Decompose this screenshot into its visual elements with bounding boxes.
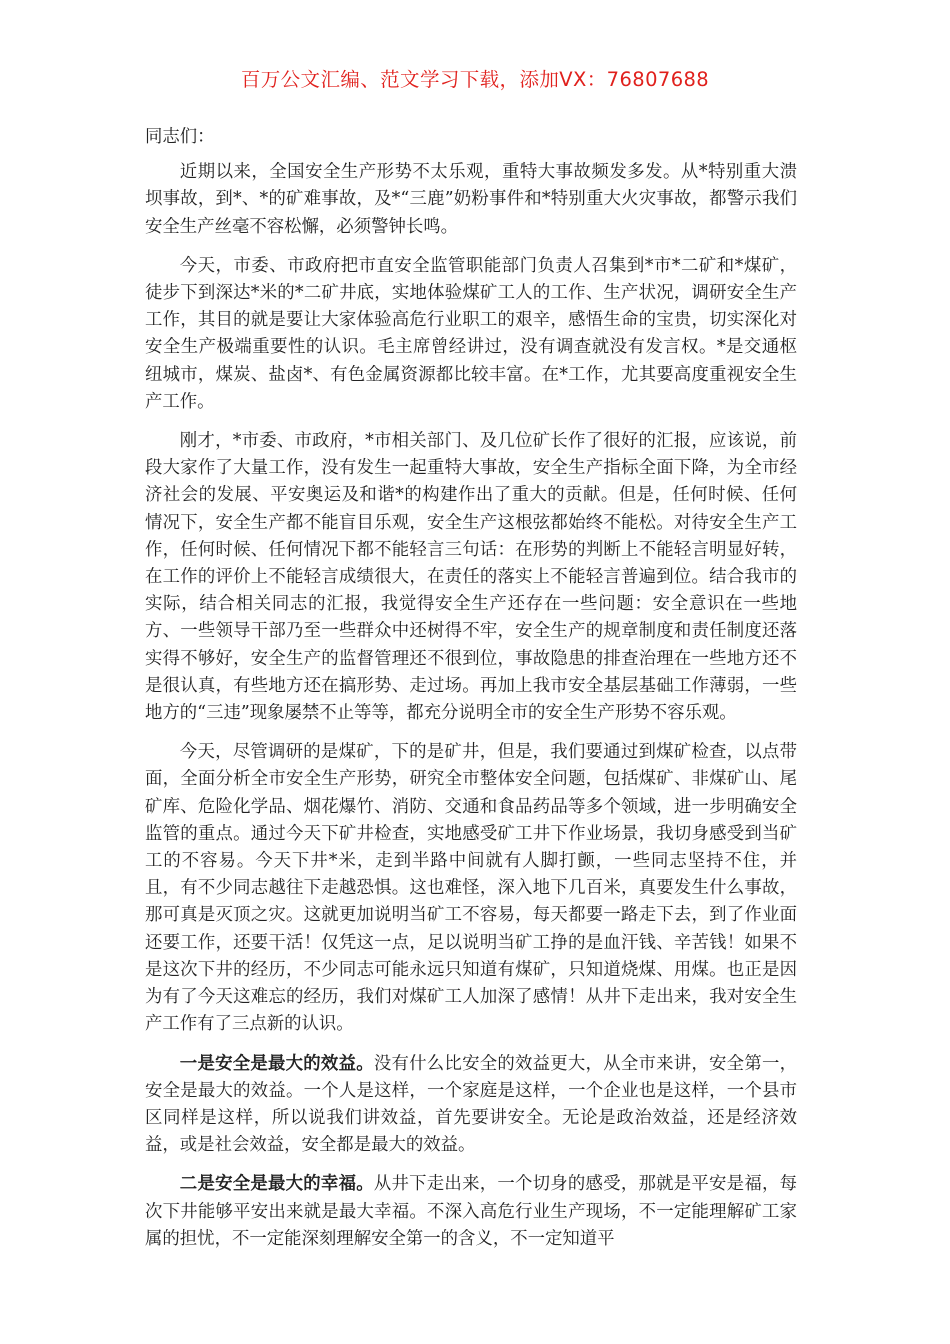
paragraph-6-text: 从井下走出来，一个切身的感受，那就是平安是福，每次下井能够平安出来就是最大幸福。不深入高危行业生产现场，不一定能理解矿工家属的担忧，不一定能深刻理解安全第一的含义，不一定知道平 — [145, 1174, 797, 1249]
document-body — [145, 124, 797, 1265]
paragraph-5 — [145, 1051, 797, 1160]
paragraph-4: 今天，尽管调研的是煤矿，下的是矿井，但是，我们要通过到煤矿检查，以点带面，全面分析全市安全生产形势，研究全市整体安全问题，包括煤矿、非煤矿山、尾矿库、危险化学品、烟花爆竹、消防、交通和食品药品等多个领域，进一步明确安全监管的重点。通过今天下矿井检查，实地感受矿工井下作业场景，我切身感受到当矿工的不容易。今天下井*米，走到半路中间就有人脚打颤，一些同志坚持不住，并且，有不少同志越往下走越恐惧。这也难怪，深入地下几百米，真要发生什么事故，那可真是灭顶之灾。这就更加说明当矿工不容易，每天都要一路走下去，到了作业面还要工作，还要干活！仅凭这一点，足以说明当矿工挣的是血汗钱、辛苦钱！如果不是这次下井的经历，不少同志可能永远只知道有煤矿，只知道烧煤、用煤。也正是因为有了今天这难忘的经历，我们对煤矿工人加深了感情！从井下走出来，我对安全生产工作有了三点新的认识。 — [145, 742, 797, 1035]
paragraph-3: 刚才，*市委、市政府，*市相关部门、及几位矿长作了很好的汇报，应该说，前段大家作了大量工作，没有发生一起重特大事故，安全生产指标全面下降，为全市经济社会的发展、平安奥运及和谐*的构建作出了重大的贡献。但是，任何时候、任何情况下，安全生产都不能盲目乐观，安全生产这根弦都始终不能松。对待安全生产工作，任何时候、任何情况下都不能轻言三句话：在形势的判断上不能轻言明显好转，在工作的评价上不能轻言成绩很大，在责任的落实上不能轻言普遍到位。结合我市的实际，结合相关同志的汇报，我觉得安全生产还存在一些问题：安全意识在一些地方、一些领导干部乃至一些群众中还树得不牢，安全生产的规章制度和责任制度还落实得不够好，安全生产的监督管理还不很到位，事故隐患的排查治理在一些地方还不是很认真，有些地方还在搞形势、走过场。再加上我市安全基层基础工作薄弱，一些地方的“三违”现象屡禁不止等等，都充分说明全市的安全生产形势不容乐观。 — [145, 431, 797, 724]
paragraph-2: 今天，市委、市政府把市直安全监管职能部门负责人召集到*市*二矿和*煤矿，徒步下到深达*米的*二矿井底，实地体验煤矿工人的工作、生产状况，调研安全生产工作，其目的就是要让大家体验高危行业职工的艰辛，感悟生命的宝贵，切实深化对安全生产极端重要性的认识。毛主席曾经讲过，没有调查就没有发言权。*是交通枢纽城市，煤炭、盐卤*、有色金属资源都比较丰富。在*工作，尤其要高度重视安全生产工作。 — [145, 255, 797, 412]
paragraph-5-text: 没有什么比安全的效益更大，从全市来讲，安全第一，安全是最大的效益。一个人是这样，一个家庭是这样，一个企业也是这样，一个县市区同样是这样，所以说我们讲效益，首先要讲安全。无论是政治效益，还是经济效益，或是社会效益，安全都是最大的效益。 — [145, 1053, 797, 1156]
paragraph-6-lead: 二是安全是最大的幸福。 — [179, 1174, 374, 1195]
salutation: 同志们： — [145, 127, 215, 147]
paragraph-6 — [145, 1171, 797, 1253]
page-header-banner: 百万公文汇编、范文学习下载，添加VX：76807688 — [240, 68, 710, 91]
paragraph-1: 近期以来，全国安全生产形势不太乐观，重特大事故频发多发。从*特别重大溃坝事故，到*、*的矿难事故，及*“三鹿”奶粉事件和*特别重大火灾事故，都警示我们安全生产丝毫不容松懈，必须警钟长鸣。 — [145, 162, 797, 237]
paragraph-5-lead: 一是安全是最大的效益。 — [179, 1053, 374, 1074]
